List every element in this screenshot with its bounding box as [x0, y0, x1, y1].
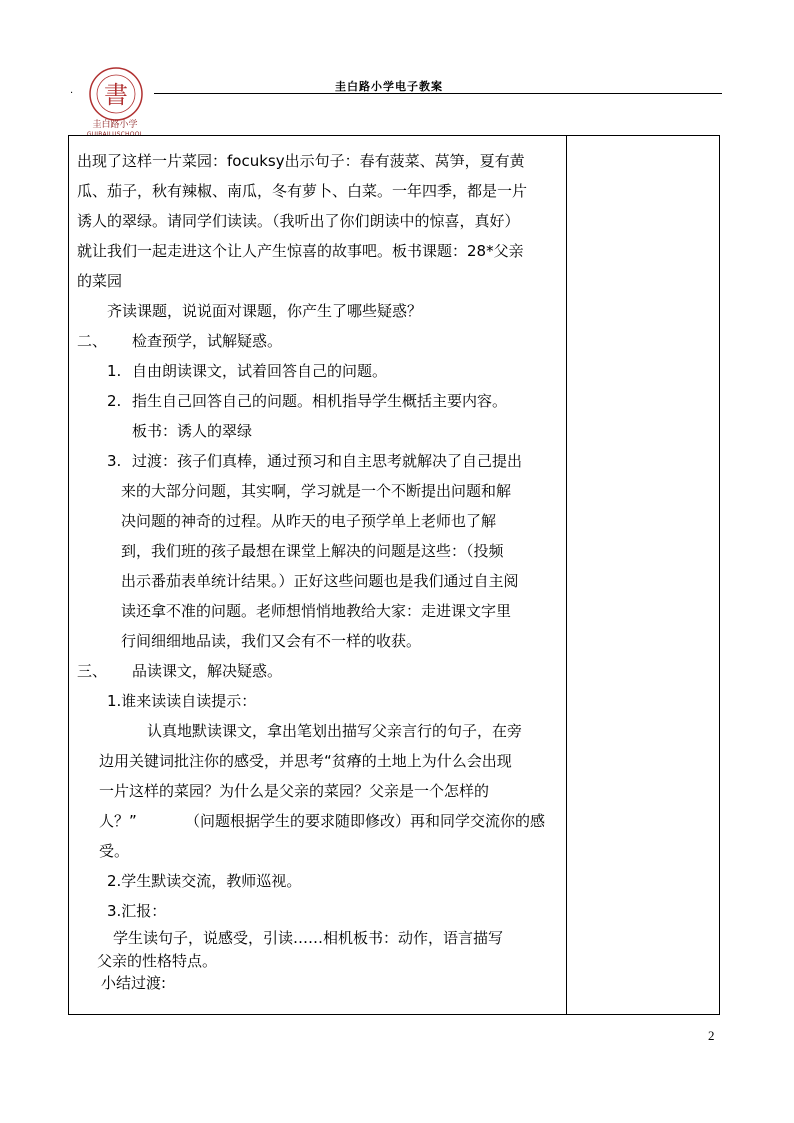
section-heading [77, 326, 563, 356]
text-line: 读还拿不准的问题。老师想悄悄地教给大家：走进课文字里 [121, 602, 512, 620]
lesson-content [77, 146, 563, 996]
text-line: 出示番茄表单统计结果。）正好这些问题也是我们通过自主阅 [121, 572, 519, 590]
text-line: 认真地默读课文，拿出笔划出描写父亲言行的句子，在旁 [147, 722, 523, 740]
school-logo-icon [88, 66, 144, 122]
section-number: 三、 [77, 662, 108, 680]
list-text: 自由朗读课文，试着回答自己的问题。 [132, 362, 388, 380]
list-number: 1. [107, 362, 122, 380]
header-dot: · [70, 88, 74, 99]
section-title: 检查预学，试解疑惑。 [132, 332, 283, 350]
text-fragment: 人？” [99, 812, 137, 830]
list-text: 指生自己回答自己的问题。相机指导学生概括主要内容。 [132, 392, 508, 410]
list-item [77, 356, 563, 386]
section-number: 二、 [77, 332, 108, 350]
text-line [77, 806, 563, 836]
text-line: 一片这样的菜园？为什么是父亲的菜园？父亲是一个怎样的 [99, 782, 490, 800]
text-line: 小结过渡: [101, 974, 167, 992]
list-text: 过渡：孩子们真棒，通过预习和自主思考就解决了自己提出 [132, 452, 523, 470]
text-line: 板书：诱人的翠绿 [132, 422, 253, 440]
section-heading [77, 656, 563, 686]
text-line: 2.学生默读交流，教师巡视。 [107, 872, 302, 890]
text-line: 到，我们班的孩子最想在课堂上解决的问题是这些：（投频 [121, 542, 504, 560]
school-name-en: GUIBAILUSCHOOL [86, 131, 144, 138]
header-title: 圭白路小学电子教案 [335, 80, 443, 93]
text-line: 诱人的翠绿。请同学们读读。（我听出了你们朗读中的惊喜，真好） [77, 212, 520, 230]
page-header [70, 62, 722, 138]
text-line: 决问题的神奇的过程。从昨天的电子预学单上老师也了解 [121, 512, 497, 530]
text-line: 学生读句子，说感受，引读……相机板书：动作，语言描写 [113, 929, 504, 947]
text-line: 来的大部分问题，其实啊，学习就是一个不断提出问题和解 [121, 482, 512, 500]
text-line: 边用关键词批注你的感受，并思考“贫瘠的土地上为什么会出现 [99, 752, 512, 770]
list-number: 3. [107, 452, 122, 470]
column-divider [566, 136, 567, 1014]
text-fragment: （问题根据学生的要求随即修改）再和同学交流你的感 [185, 812, 546, 830]
text-line: 出现了这样一片菜园：focuksy出示句子：春有菠菜、莴笋，夏有黄 [77, 152, 525, 170]
text-line: 受。 [99, 842, 130, 860]
list-item [77, 386, 563, 416]
list-number: 2. [107, 392, 122, 410]
text-line: 瓜、茄子，秋有辣椒、南瓜，冬有萝卜、白菜。一年四季，都是一片 [77, 182, 528, 200]
section-title: 品读课文，解决疑惑。 [132, 662, 283, 680]
lesson-table [68, 135, 720, 1015]
text-line: 行间细细地品读，我们又会有不一样的收获。 [121, 632, 422, 650]
text-line: 3.汇报： [107, 902, 167, 920]
text-line: 齐读课题，说说面对课题，你产生了哪些疑惑？ [107, 302, 423, 320]
header-rule [154, 93, 722, 94]
text-line: 就让我们一起走进这个让人产生惊喜的故事吧。板书课题：28*父亲 [77, 242, 524, 260]
text-line: 父亲的性格特点。 [97, 952, 218, 970]
text-line: 的菜园 [77, 272, 123, 290]
page-number: 2 [708, 1028, 715, 1043]
svg-text:書: 書 [104, 81, 128, 109]
text-line: 1.谁来读读自读提示： [107, 692, 257, 710]
list-item [77, 446, 563, 476]
school-name-cn: 圭白路小学 [92, 120, 138, 130]
